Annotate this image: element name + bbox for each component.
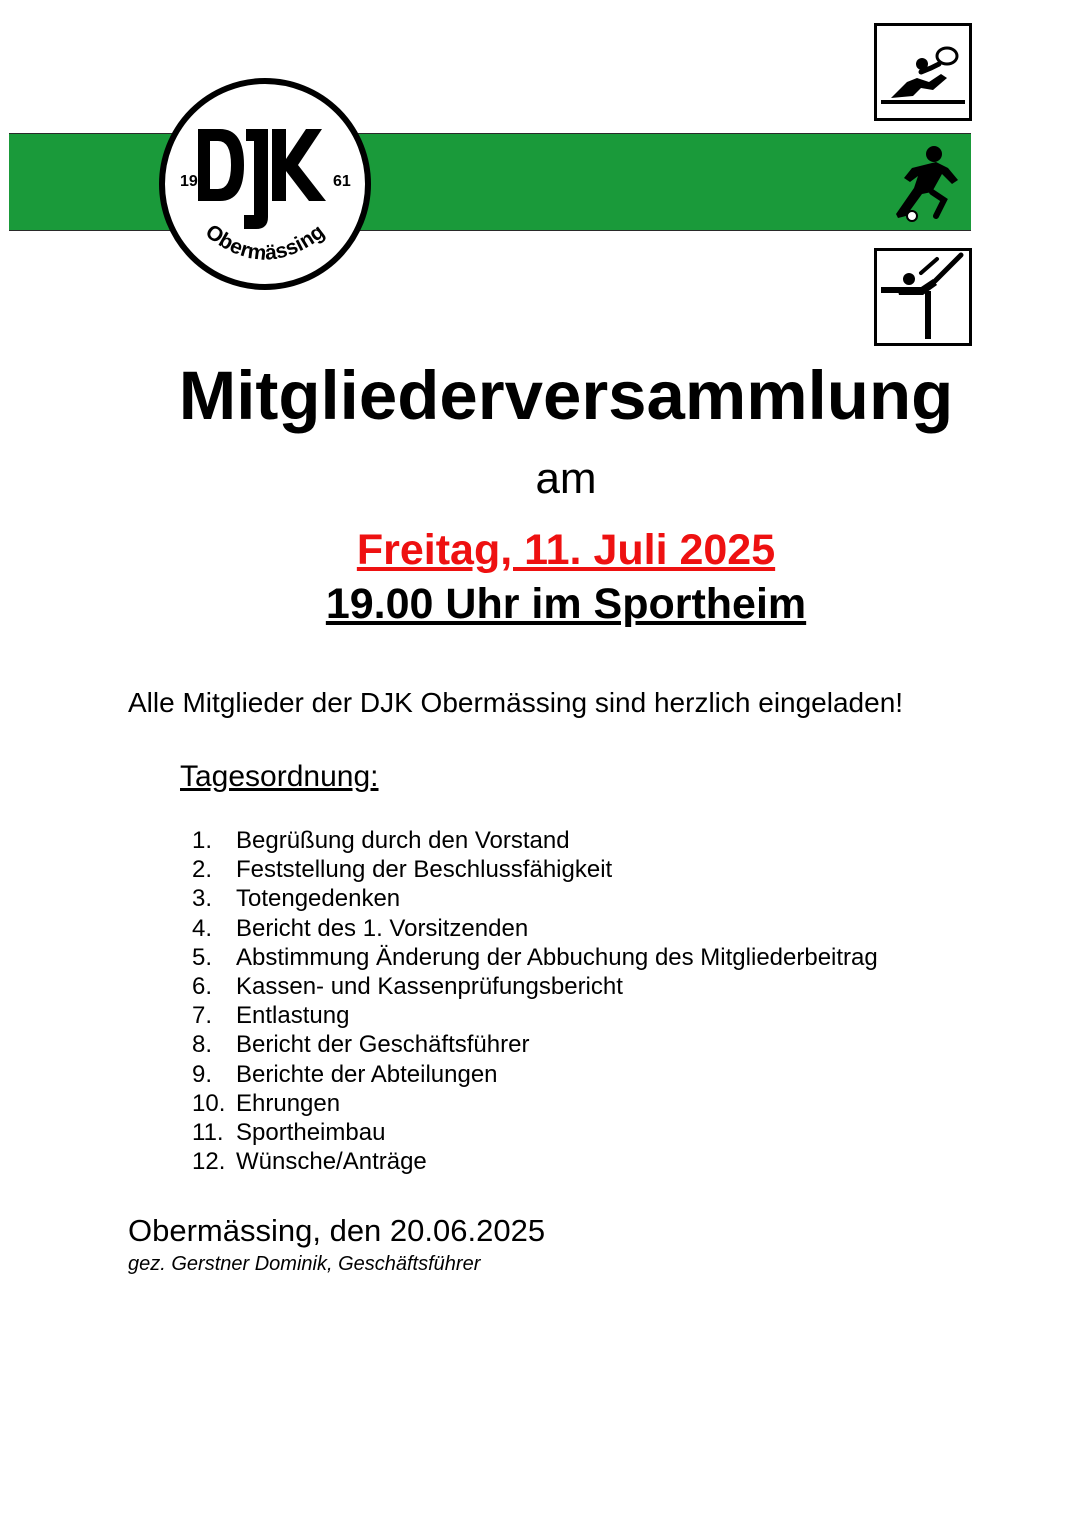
agenda-list (192, 826, 878, 1176)
soccer-icon (874, 138, 972, 228)
place-and-date: Obermässing, den 20.06.2025 (128, 1213, 546, 1248)
djk-logo (158, 77, 372, 291)
list-item: 11. Sportheimbau (192, 1118, 386, 1146)
event-time-location: 19.00 Uhr im Sportheim (325, 580, 807, 628)
am-label: am (535, 454, 597, 503)
list-item: 4. Bericht des 1. Vorsitzenden (192, 914, 529, 942)
list-item: 7. Entlastung (192, 1002, 350, 1030)
page-title: Mitgliederversammlung (178, 357, 954, 434)
agenda-title: Tagesordnung: (180, 760, 379, 793)
list-item: 1. Begrüßung durch den Vorstand (192, 827, 570, 854)
list-item: 2. Feststellung der Beschlussfähigkeit (192, 856, 613, 884)
logo-year-right: 61 (333, 173, 351, 190)
invitation-text: Alle Mitglieder der DJK Obermässing sind herzlich eingeladen! (128, 687, 904, 718)
list-item: 8. Bericht der Geschäftsführer (192, 1031, 530, 1059)
list-item: 6. Kassen- und Kassenprüfungsbericht (192, 972, 623, 1000)
table-tennis-icon (874, 23, 972, 121)
logo-year-left: 19 (180, 173, 198, 190)
event-date: Freitag, 11. Juli 2025 (356, 526, 776, 574)
list-item: 5. Abstimmung Änderung der Abbuchung des Mitgliederbeitrag (192, 943, 878, 971)
green-banner (9, 133, 971, 231)
gymnastics-icon (874, 248, 972, 346)
logo-place: Obermässing (201, 220, 329, 266)
signature-line: gez. Gerstner Dominik, Geschäftsführer (128, 1253, 481, 1275)
list-item: 3. Totengedenken (192, 885, 401, 913)
list-item: 12. Wünsche/Anträge (192, 1148, 427, 1176)
list-item: 10. Ehrungen (192, 1089, 341, 1117)
list-item: 9. Berichte der Abteilungen (192, 1060, 498, 1088)
